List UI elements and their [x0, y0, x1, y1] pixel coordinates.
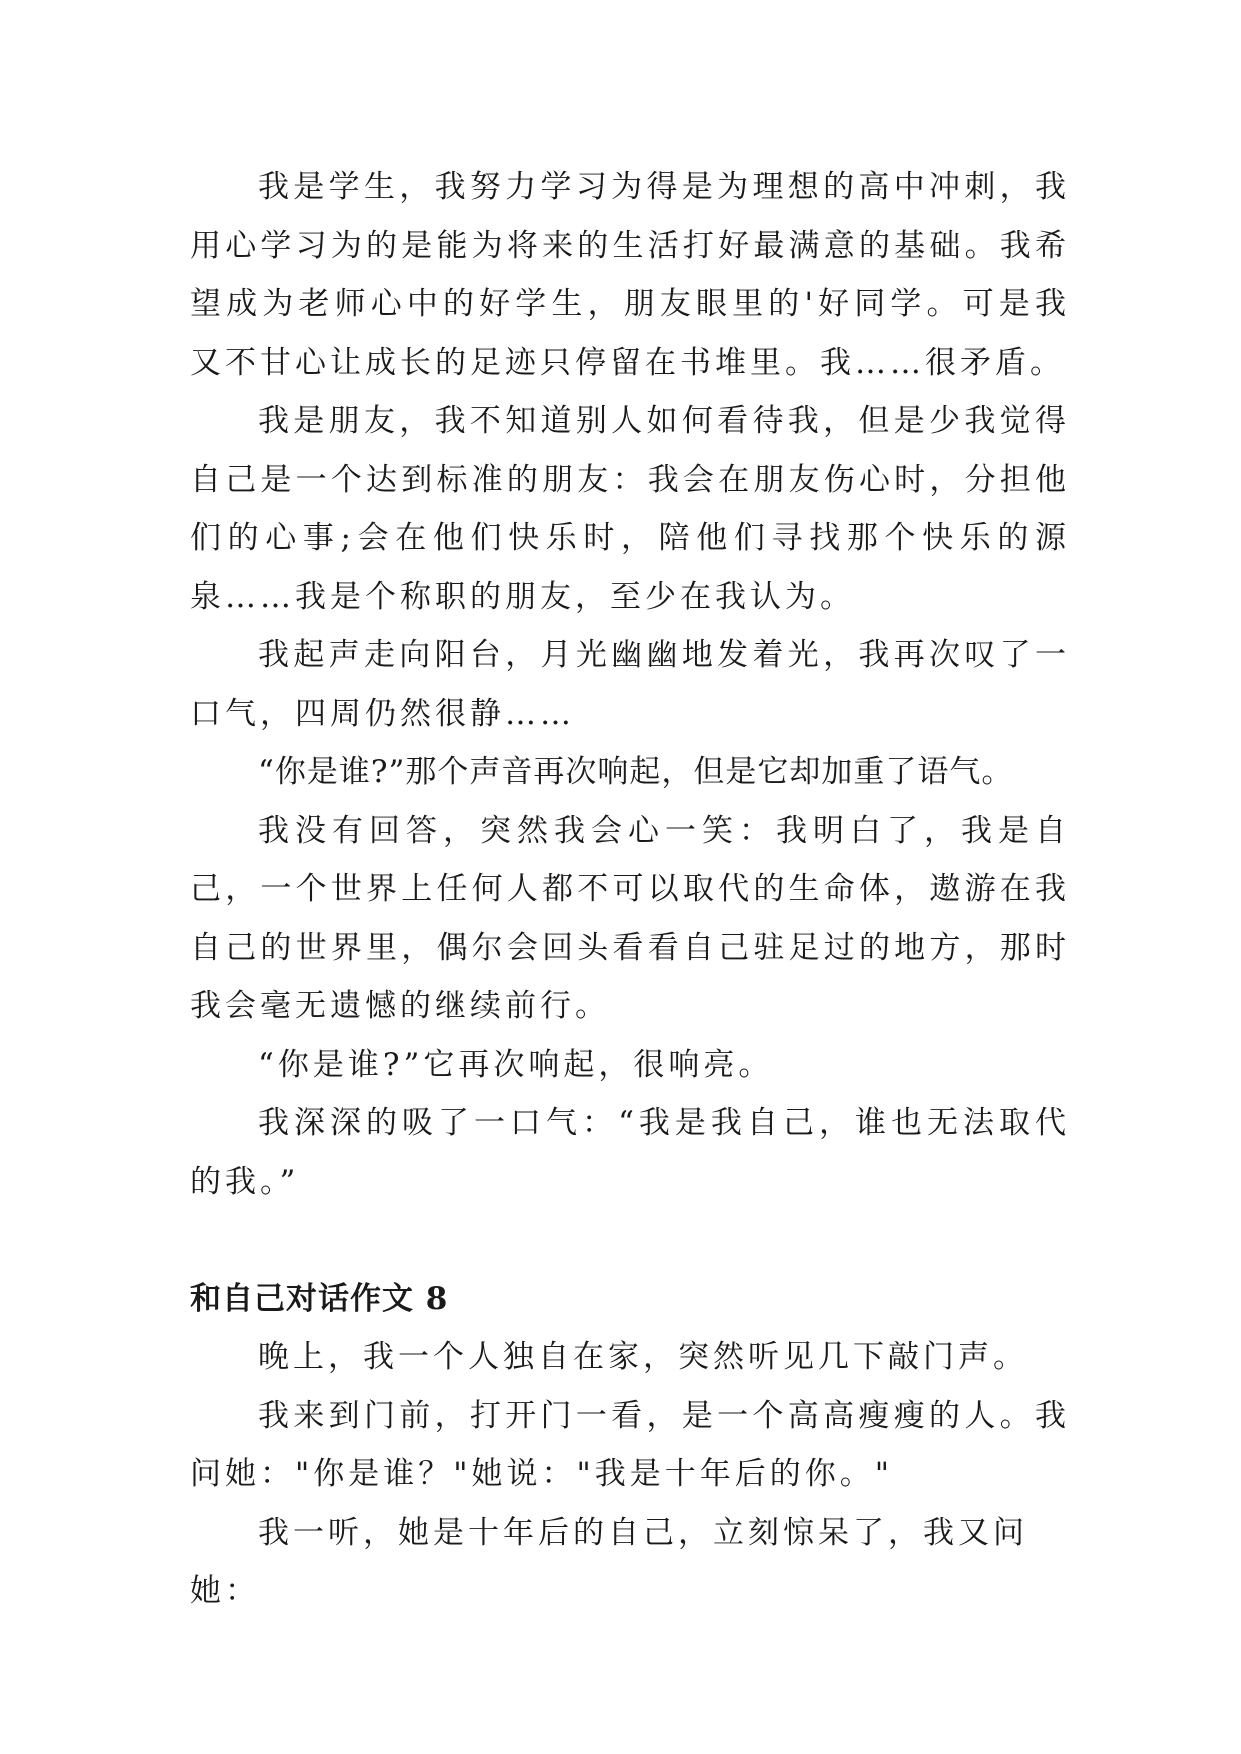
paragraph: 我没有回答，突然我会心一笑：我明白了，我是自己，一个世界上任何人都不可以取代的生命体，遨游在我自己的世界里，偶尔会回头看看自己驻足过的地方，那时我会毫无遗憾的继续前行。: [190, 812, 1070, 1024]
paragraph: 我起声走向阳台，月光幽幽地发着光，我再次叹了一口气，四周仍然很静……: [190, 637, 1070, 732]
paragraph: 我来到门前，打开门一看，是一个高高瘦瘦的人。我问她："你是谁？"她说："我是十年后的你。": [190, 1397, 1070, 1492]
paragraph: 我深深的吸了一口气：“我是我自己，谁也无法取代的我。”: [190, 1105, 1070, 1200]
paragraph: 晚上，我一个人独自在家，突然听见几下敲门声。: [258, 1339, 1028, 1375]
paragraph: 我是学生，我努力学习为得是为理想的高中冲刺，我用心学习为的是能为将来的生活打好最满意的基础。我希望成为老师心中的好学生，朋友眼里的'好同学。可是我又不甘心让成长的足迹只停留在书堆里。我……很矛盾。: [190, 169, 1070, 381]
paragraph: 我是朋友，我不知道别人如何看待我，但是少我觉得自己是一个达到标准的朋友：我会在朋友伤心时，分担他们的心事;会在他们快乐时，陪他们寻找那个快乐的源泉……我是个称职的朋友，至少在我认为。: [190, 403, 1070, 615]
paragraph: 我一听，她是十年后的自己，立刻惊呆了，我又问她：: [190, 1514, 1028, 1609]
section-spacer: [190, 1211, 1070, 1270]
paragraph: “你是谁?”那个声音再次响起，但是它却加重了语气。: [258, 754, 1014, 790]
paragraph: “你是谁?”它再次响起，很响亮。: [258, 1046, 774, 1083]
document-page: [190, 158, 1070, 1621]
section-heading: 和自己对话作文 8: [190, 1280, 449, 1317]
